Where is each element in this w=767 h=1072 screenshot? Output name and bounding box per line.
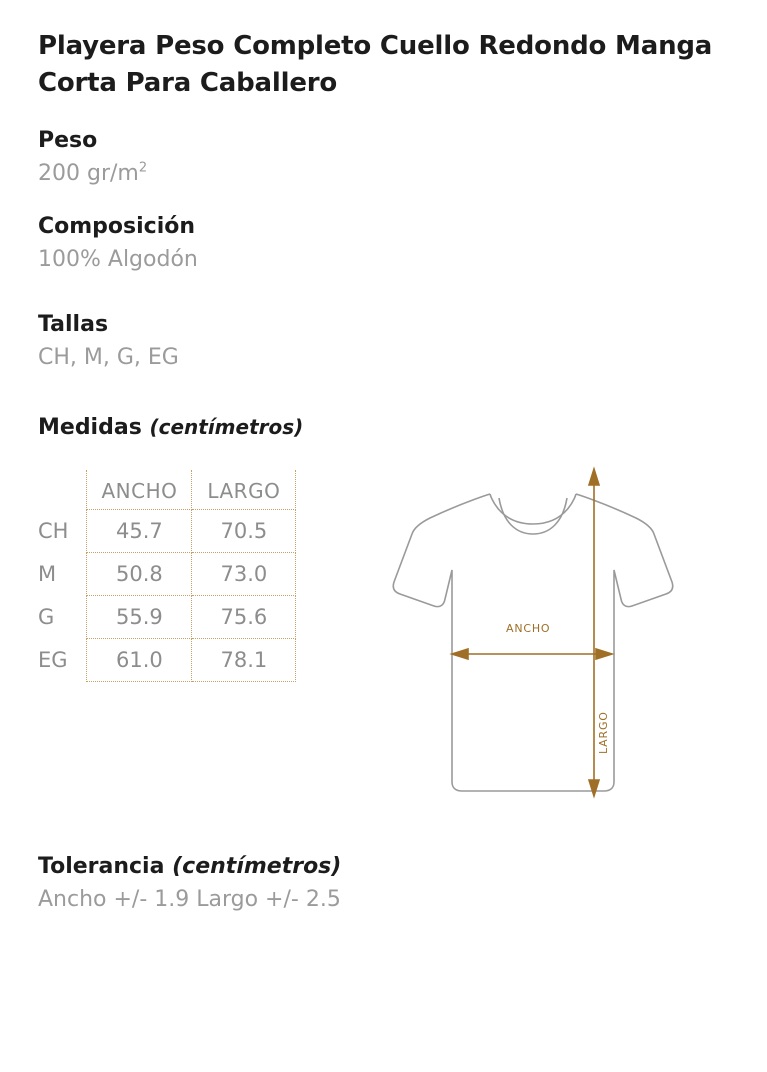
peso-value-text: 200 gr/m bbox=[38, 161, 139, 187]
tolerance-section bbox=[38, 854, 729, 912]
cell-eg-largo: 78.1 bbox=[192, 639, 296, 682]
size-table bbox=[38, 470, 296, 682]
table-corner-cell bbox=[38, 470, 87, 510]
table-header-row bbox=[38, 470, 296, 510]
row-size-g: G bbox=[38, 596, 87, 639]
cell-eg-ancho: 61.0 bbox=[87, 639, 192, 682]
peso-label: Peso bbox=[38, 127, 98, 153]
ancho-arrow-icon bbox=[452, 649, 612, 659]
cell-m-ancho: 50.8 bbox=[87, 553, 192, 596]
tallas-value: CH, M, G, EG bbox=[38, 344, 179, 370]
medidas-heading bbox=[38, 415, 729, 440]
largo-caption: LARGO bbox=[597, 711, 610, 755]
composicion-label: Composición bbox=[38, 213, 196, 239]
tshirt-outline-icon bbox=[393, 494, 673, 791]
tshirt-svg bbox=[368, 458, 698, 808]
tallas-label: Tallas bbox=[38, 311, 109, 337]
cell-g-largo: 75.6 bbox=[192, 596, 296, 639]
row-size-ch: CH bbox=[38, 510, 87, 553]
ancho-caption: ANCHO bbox=[506, 622, 551, 636]
peso-value bbox=[38, 160, 729, 188]
table-row bbox=[38, 596, 296, 639]
spec-tallas bbox=[38, 312, 729, 372]
measure-area bbox=[38, 458, 729, 808]
measurements-section bbox=[38, 415, 729, 808]
tshirt-diagram bbox=[368, 458, 698, 808]
peso-value-exponent: 2 bbox=[138, 160, 148, 176]
row-size-m: M bbox=[38, 553, 87, 596]
spec-peso bbox=[38, 128, 729, 188]
medidas-label: Medidas bbox=[38, 415, 142, 441]
page-title: Playera Peso Completo Cuello Redondo Manga Corta Para Caballero bbox=[38, 31, 713, 98]
spec-composicion bbox=[38, 214, 729, 274]
table-row bbox=[38, 639, 296, 682]
tolerancia-label: Tolerancia bbox=[38, 854, 165, 880]
composicion-value: 100% Algodón bbox=[38, 247, 198, 273]
cell-ch-ancho: 45.7 bbox=[87, 510, 192, 553]
column-header-ancho: ANCHO bbox=[87, 470, 192, 510]
medidas-unit: (centímetros) bbox=[149, 415, 304, 440]
cell-ch-largo: 70.5 bbox=[192, 510, 296, 553]
tolerancia-heading bbox=[38, 854, 729, 879]
tolerancia-value: Ancho +/- 1.9 Largo +/- 2.5 bbox=[38, 887, 341, 913]
row-size-eg: EG bbox=[38, 639, 87, 682]
table-row bbox=[38, 553, 296, 596]
cell-g-ancho: 55.9 bbox=[87, 596, 192, 639]
table-row bbox=[38, 510, 296, 553]
tolerancia-unit: (centímetros) bbox=[172, 854, 342, 880]
cell-m-largo: 73.0 bbox=[192, 553, 296, 596]
column-header-largo: LARGO bbox=[192, 470, 296, 510]
